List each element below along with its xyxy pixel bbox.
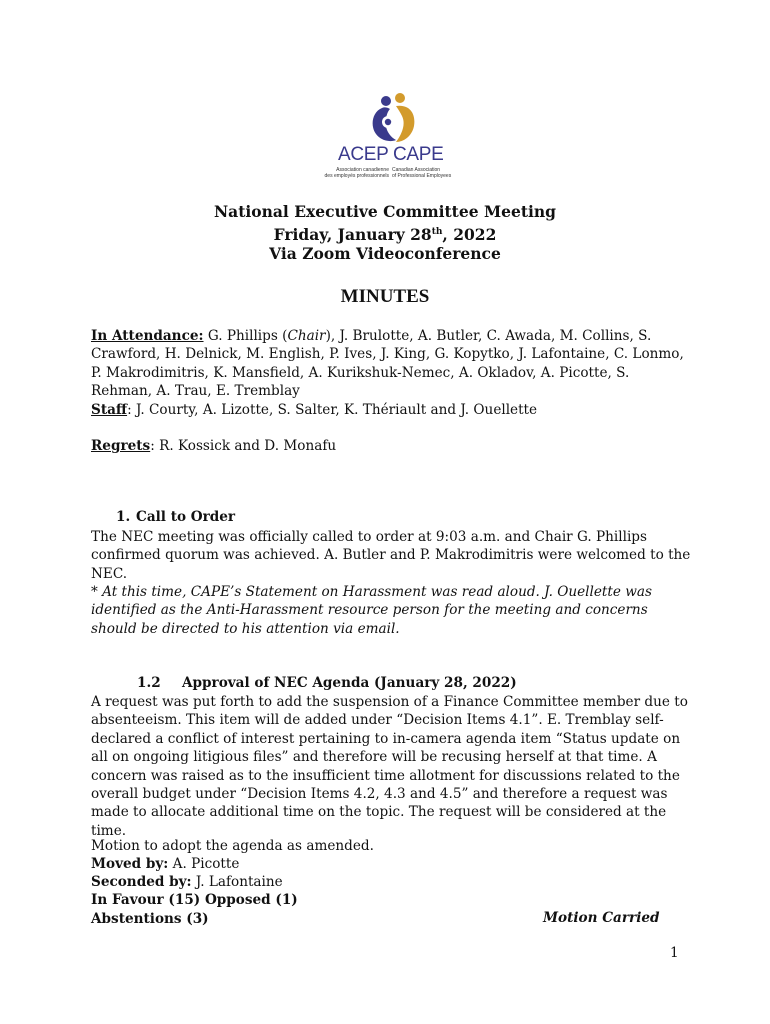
section-1-heading (116, 509, 235, 525)
logo-subtext-english-line1: Canadian Association (392, 167, 441, 173)
motion-moved-by (91, 855, 239, 873)
logo-subtext-french-line1: Association canadienne (336, 167, 389, 173)
cape-logo (316, 92, 456, 186)
seconded-by-value: J. Lafontaine (191, 874, 283, 890)
section-1-number: 1. (116, 509, 131, 525)
motion-seconded-by (91, 873, 283, 891)
meeting-title: National Executive Committee Meeting (214, 202, 556, 221)
harassment-statement-note: * At this time, CAPE’s Statement on Harassment was read aloud. J. Ouellette was identified as the Anti-Harassment resource person for the meeting and concerns should be directed to his attention via email. (91, 584, 652, 637)
staff-text: : J. Courty, A. Lizotte, S. Salter, K. Thériault and J. Ouellette (127, 402, 538, 418)
moved-by-label: Moved by: (91, 856, 169, 872)
meeting-date-suffix: th (431, 227, 443, 237)
motion-vote: In Favour (15) Opposed (1) (91, 892, 298, 908)
meeting-date-text: Friday, January 28 (273, 225, 432, 245)
regrets-label: Regrets (91, 438, 151, 454)
logo-subtext-french-line2: des employés professionnels (324, 173, 389, 179)
attendance-chair-role: Chair (287, 328, 326, 344)
regrets-text: : R. Kossick and D. Monafu (150, 438, 337, 454)
section-1-body: The NEC meeting was officially called to order at 9:03 a.m. and Chair G. Phillips confirmed quorum was achieved. A. Butler and P. Makrodimitris were welcomed to the NEC. (91, 529, 691, 582)
section-1-title: Call to Order (136, 509, 236, 525)
section-1-2-body: A request was put forth to add the suspension of a Finance Committee member due to absenteeism. This item will de added under “Decision Items 4.1”. E. Tremblay self-declared a conflict of interest pertaining to in-camera agenda item “Status update on all on ongoing litigious files” and therefore will be recusing herself at that time. A concern was raised as to the insufficient time allotment for discussions related to the overall budget under “Decision Items 4.2, 4.3 and 4.5” and therefore a request was made to allocate additional time on the topic. The request will be considered at the time. (91, 694, 688, 839)
attendance-text-rest: ), J. Brulotte, A. Butler, C. Awada, M. Collins, S. Crawford, H. Delnick, M. English, P. Ives, J. King, G. Kopytko, J. Lafontaine, C. Lonmo, P. Makrodimitris, K. Mansfield, A. Kurikshuk-Nemec, A. Okladov, A. Picotte, S. Rehman, A. Trau, E. Tremblay (91, 328, 684, 400)
logo-subtext-french (317, 167, 389, 179)
section-1-2-title: Approval of NEC Agenda (January 28, 2022) (182, 675, 517, 691)
seconded-by-label: Seconded by: (91, 874, 192, 890)
section-1-2-number: 1.2 (137, 675, 161, 691)
section-1-2-heading (137, 675, 517, 691)
attendance-label: In Attendance: (91, 328, 204, 344)
staff-label: Staff (91, 402, 128, 418)
page-title: MINUTES (340, 286, 430, 307)
logo-acronym-cape: CAPE (393, 144, 444, 165)
page-number: 1 (670, 945, 679, 961)
meeting-date-year: , 2022 (442, 225, 497, 245)
logo-subtext-english (392, 167, 462, 179)
logo-acronym-acep: ACEP (338, 144, 389, 165)
attendance-text-start: G. Phillips ( (203, 328, 288, 344)
cape-logo-mark-icon (366, 92, 432, 146)
meeting-date (0, 222, 770, 245)
staff-paragraph (91, 401, 691, 419)
logo-acronyms (316, 144, 456, 166)
motion-result: Motion Carried (543, 910, 660, 926)
motion-abstentions: Abstentions (3) (91, 911, 209, 927)
moved-by-value: A. Picotte (168, 856, 240, 872)
regrets-paragraph (91, 437, 691, 455)
logo-subtext-english-line2: of Professional Employees (392, 173, 452, 179)
meeting-venue: Via Zoom Videoconference (269, 244, 501, 263)
motion-text: Motion to adopt the agenda as amended. (91, 838, 374, 854)
attendance-paragraph (91, 327, 691, 401)
